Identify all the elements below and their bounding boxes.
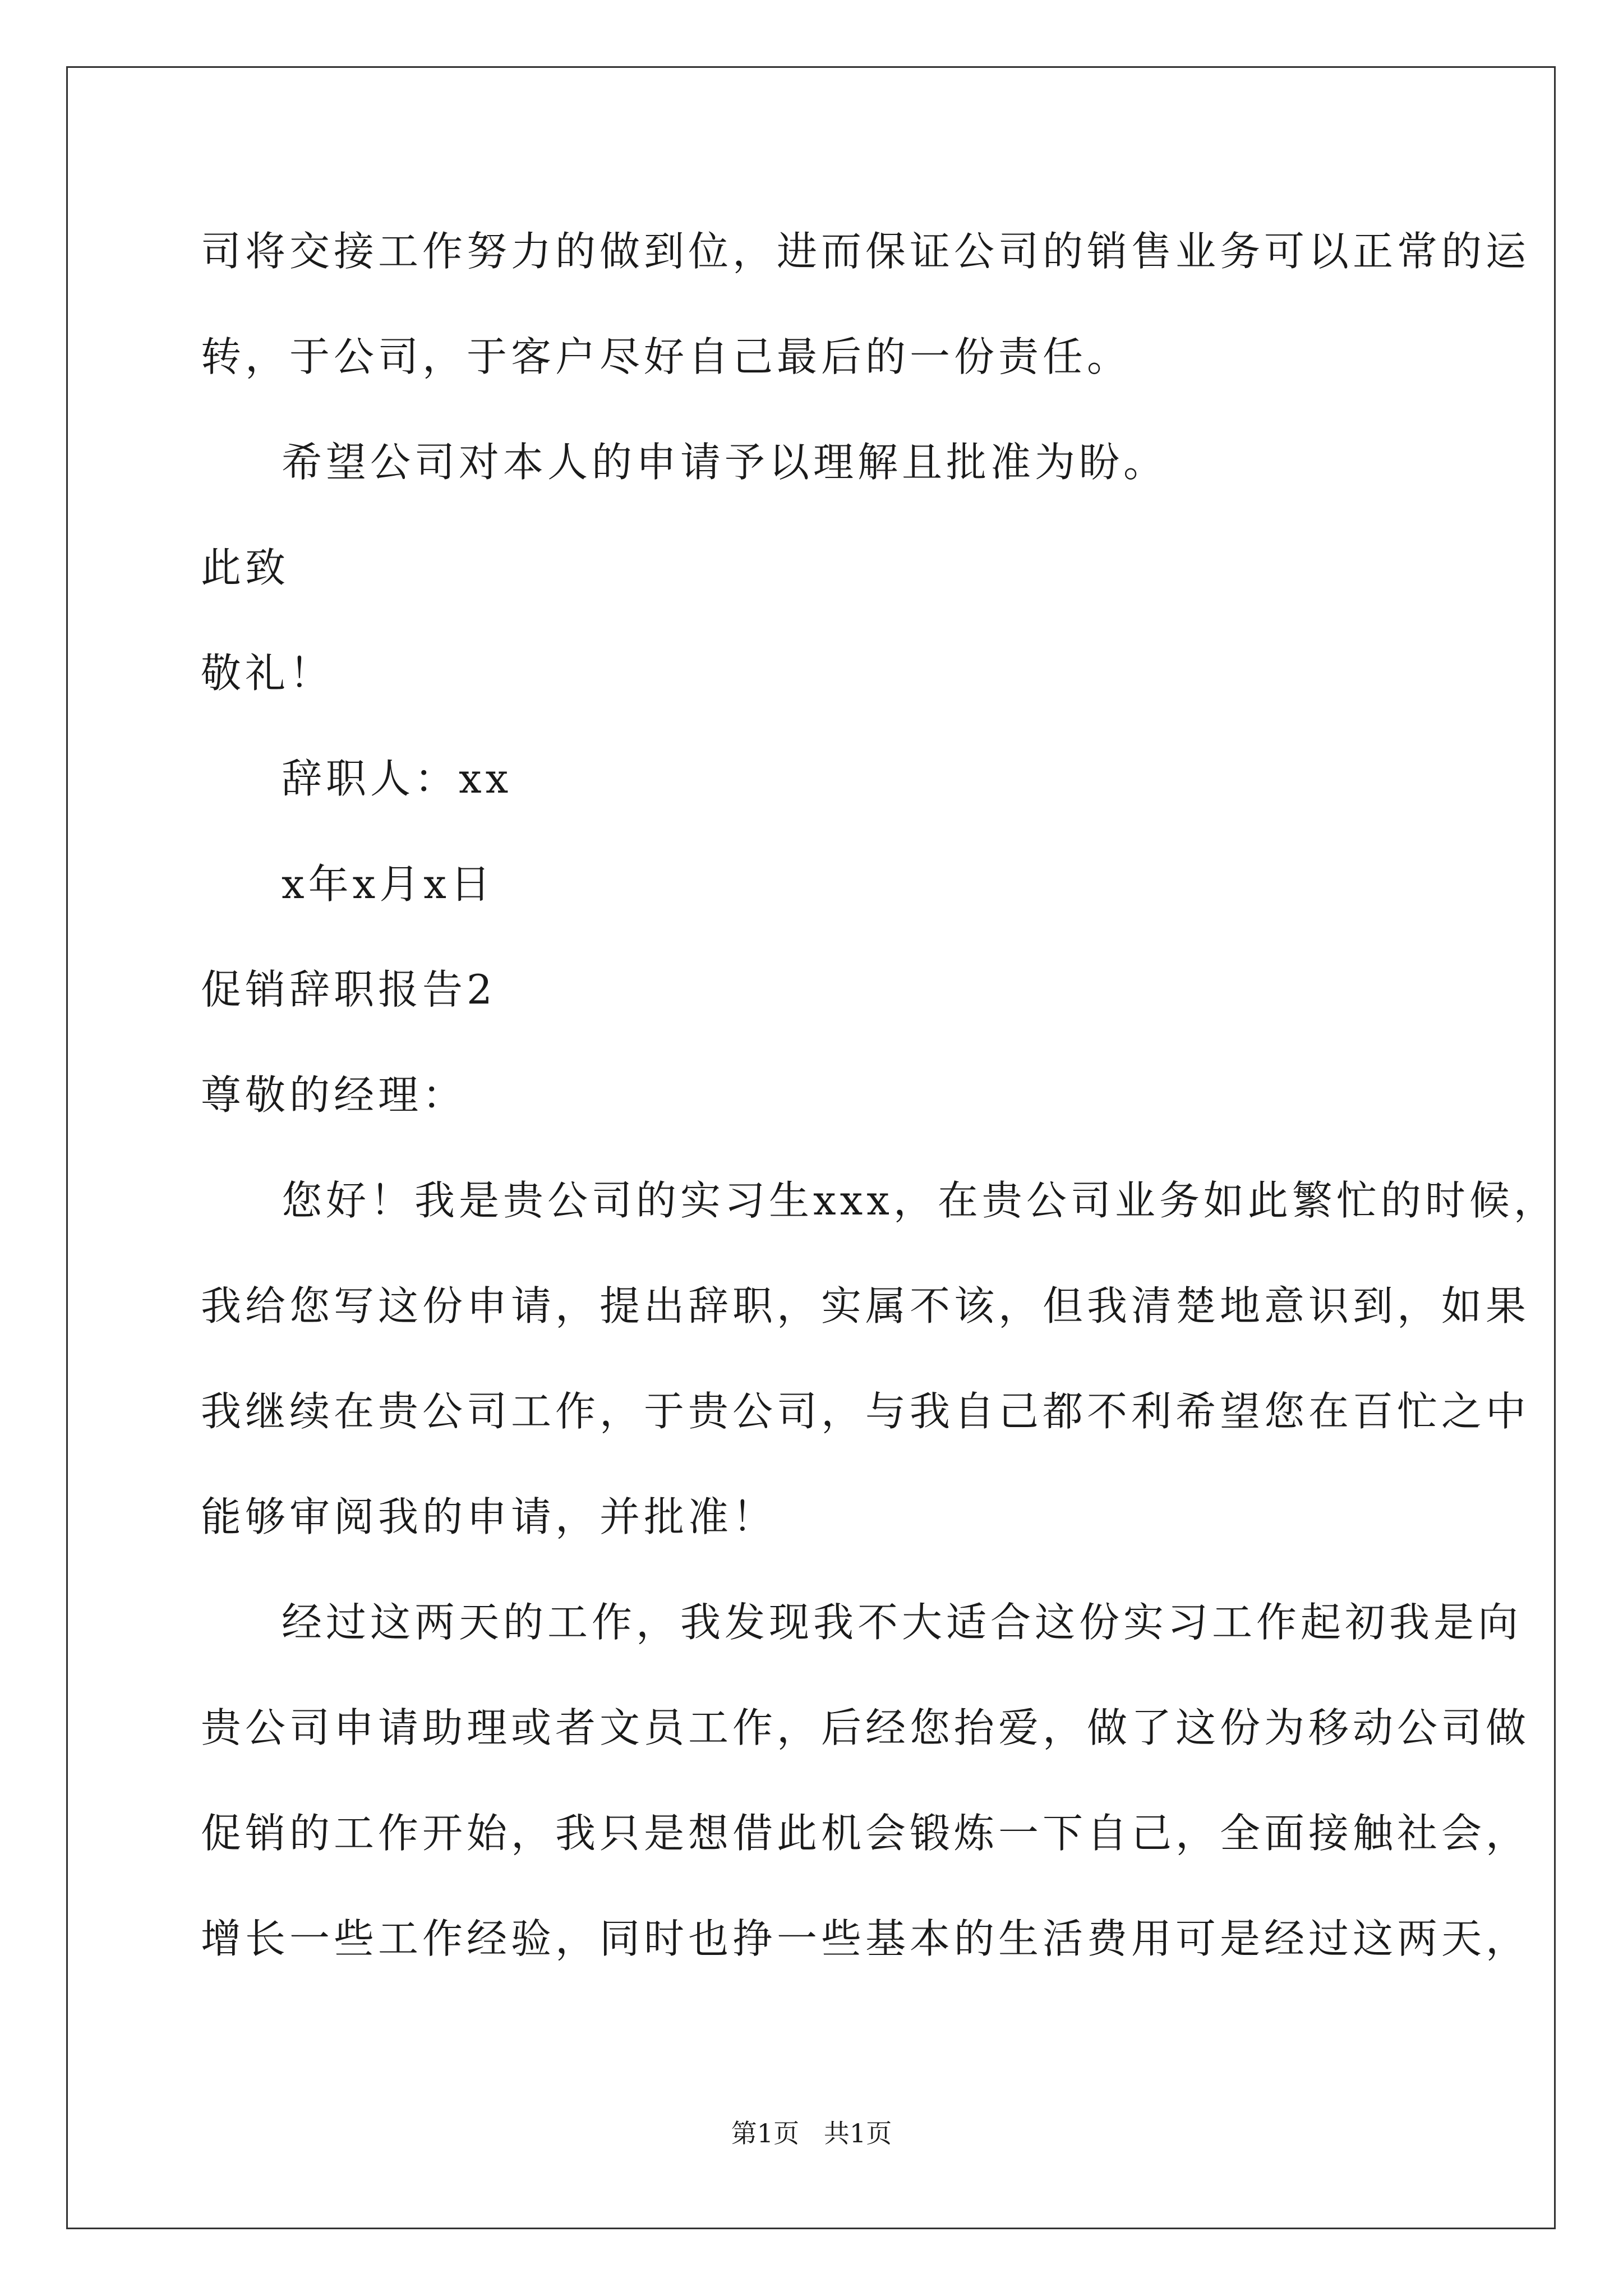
body-line-5: 我给您写这份申请，提出辞职，实属不该，但我清楚地意识到，如果 <box>201 1282 1530 1329</box>
body-line-11: 增长一些工作经验，同时也挣一些基本的生活费用可是经过这两天， <box>201 1915 1530 1962</box>
body-line-8: 经过这两天的工作，我发现我不大适合这份实习工作起初我是向 <box>282 1599 1523 1646</box>
page-footer: 第1页 共1页 <box>731 2118 892 2148</box>
body-line-3: 希望公司对本人的申请予以理解且批准为盼。 <box>282 439 1168 486</box>
signature-name: 辞职人：xx <box>282 755 513 802</box>
body-line-9: 贵公司申请助理或者文员工作，后经您抬爱，做了这份为移动公司做 <box>201 1704 1530 1751</box>
closing-salutation: 此致 <box>201 544 290 591</box>
body-line-10: 促销的工作开始，我只是想借此机会锻炼一下自己，全面接触社会， <box>201 1810 1530 1857</box>
signature-date: x年x月x日 <box>282 861 495 908</box>
body-line-7: 能够审阅我的申请，并批准！ <box>201 1493 777 1540</box>
body-line-2: 转，于公司，于客户尽好自己最后的一份责任。 <box>201 333 1132 380</box>
body-line-1: 司将交接工作努力的做到位，进而保证公司的销售业务可以正常的运 <box>201 228 1530 275</box>
closing-regards: 敬礼！ <box>201 650 334 697</box>
page-border <box>66 66 1556 2229</box>
section-title: 促销辞职报告2 <box>201 966 496 1013</box>
body-line-6: 我继续在贵公司工作，于贵公司，与我自己都不利希望您在百忙之中 <box>201 1388 1530 1435</box>
greeting: 尊敬的经理： <box>201 1071 467 1119</box>
body-line-4: 您好！我是贵公司的实习生xxx，在贵公司业务如此繁忙的时候， <box>282 1177 1558 1224</box>
